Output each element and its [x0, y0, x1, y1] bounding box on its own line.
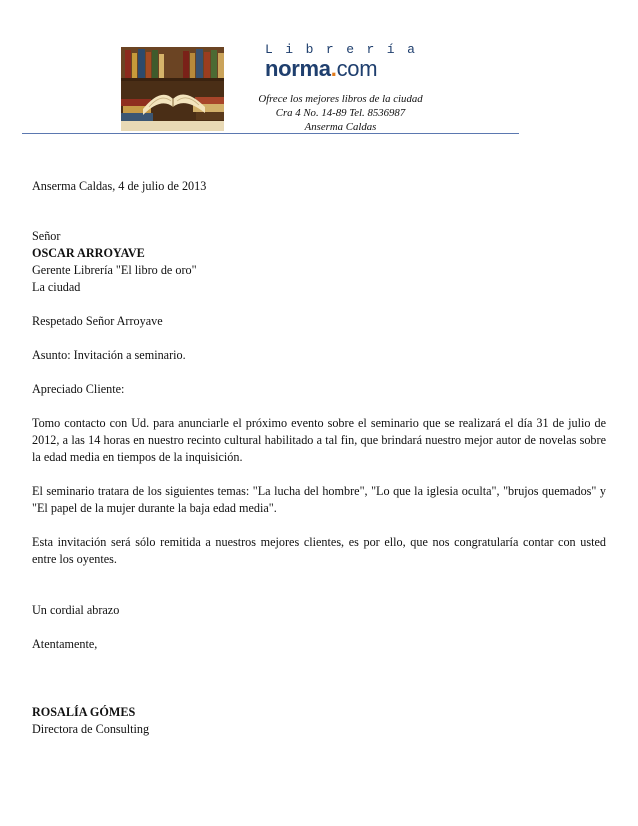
paragraph-invitation: Esta invitación será sólo remitida a nuestros mejores clientes, es por ello, que nos congratularía contar con usted entre los oyentes.: [32, 535, 606, 566]
logo-top-text: Librería: [265, 42, 428, 57]
books-photo-icon: [121, 47, 224, 131]
signer-name: ROSALÍA GÓMES: [32, 705, 136, 719]
greeting: Respetado Señor Arroyave: [32, 314, 163, 328]
date-line: Anserma Caldas, 4 de julio de 2013: [32, 179, 207, 193]
logo-dot: .: [330, 56, 337, 81]
libreria-norma-logo: [265, 42, 428, 82]
recipient-title: Gerente Librería "El libro de oro": [32, 263, 197, 277]
opening-line: Apreciado Cliente:: [32, 382, 125, 396]
paragraph-announcement: Tomo contacto con Ud. para anunciarle el próximo evento sobre el seminario que se realizará el día 31 de julio de 2012, a las 14 horas en nuestro recinto cultural habilitado a tal fin, que brindará nuestro mejor autor de novelas sobre la edad media en tiempos de la inquisición.: [32, 416, 606, 464]
recipient-salutation: Señor: [32, 229, 61, 243]
logo-brand-name: norma: [265, 56, 331, 81]
closing-regards: Un cordial abrazo: [32, 603, 120, 617]
header-divider: [22, 133, 519, 134]
header-address-block: [248, 92, 433, 134]
closing-sincerely: Atentamente,: [32, 637, 98, 651]
logo-brand: [265, 56, 377, 82]
logo-tld: com: [336, 56, 378, 81]
tagline: Ofrece los mejores libros de la ciudad: [258, 93, 423, 105]
street-address: Cra 4 No. 14-89 Tel. 8536987: [275, 107, 406, 119]
signer-title: Directora de Consulting: [32, 722, 150, 736]
subject-line: Asunto: Invitación a seminario.: [32, 348, 186, 362]
letter-body: [32, 178, 606, 738]
recipient-name: OSCAR ARROYAVE: [32, 246, 145, 260]
header-city: Anserma Caldas: [304, 121, 377, 133]
recipient-location: La ciudad: [32, 280, 81, 294]
paragraph-topics: El seminario tratara de los siguientes temas: "La lucha del hombre", "Lo que la iglesia oculta", "brujos quemados" y "El papel de la mujer durante la baja edad media".: [32, 484, 606, 515]
